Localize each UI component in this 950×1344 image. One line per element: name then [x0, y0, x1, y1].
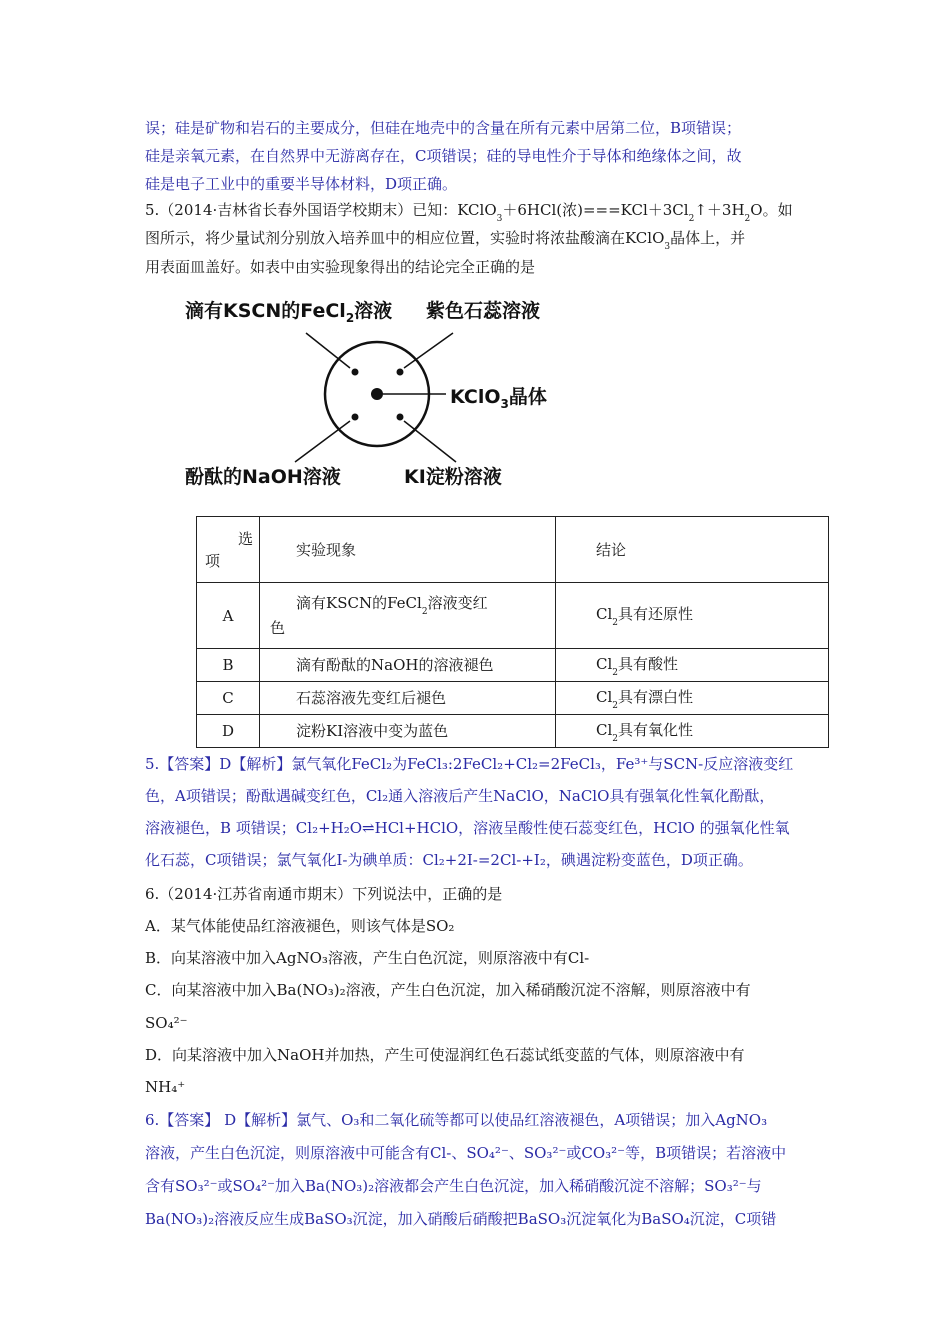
text: ＋6HCl(浓)===KCl＋3Cl	[502, 201, 689, 219]
pointer-line	[306, 333, 350, 368]
text: 图所示，将少量试剂分别放入培养皿中的相应位置，实验时将浓盐酸滴在KClO	[145, 229, 665, 247]
text: 5.（2014·吉林省长春外国语学校期末）已知：KClO	[145, 201, 497, 219]
answer-5-line: 溶液褪色，B 项错误；Cl₂+H₂O⇌HCl+HClO，溶液呈酸性使石蕊变红色，HClO 的强氧化性氧	[145, 819, 790, 837]
phenomenon-cell	[260, 583, 556, 649]
answer-5-line: 色，A项错误；酚酞遇碱变红色，Cl₂通入溶液后产生NaClO，NaClO具有强氧化性氧化酚酞，	[145, 787, 775, 805]
table-header-row	[197, 517, 829, 583]
option-c: C．向某溶液中加入Ba(NO₃)₂溶液，产生白色沉淀，加入稀硝酸沉淀不溶解，则原溶液中有	[145, 981, 751, 999]
pointer-line	[404, 421, 456, 462]
option-d-cont: NH₄⁺	[145, 1078, 186, 1096]
header-phenomenon: 实验现象	[260, 517, 556, 583]
text: 滴有KSCN的FeCl	[185, 300, 346, 322]
text: 具有漂白性	[618, 687, 694, 706]
header-conclusion: 结论	[556, 517, 829, 583]
label-ki-starch: KI淀粉溶液	[404, 466, 502, 488]
question-5-line	[145, 228, 745, 250]
text: 具有氧化性	[618, 720, 694, 739]
text: 具有还原性	[618, 605, 694, 623]
option-a: A．某气体能使品红溶液褪色，则该气体是SO₂	[145, 917, 455, 935]
text: 晶体上，并	[670, 229, 746, 247]
text: 项	[205, 551, 221, 570]
answer-5-line: 化石蕊，C项错误；氯气氧化I-为碘单质：Cl₂+2I-=2Cl-+I₂，碘遇淀粉变蓝色，D项正确。	[145, 851, 753, 869]
subscript: 2	[612, 667, 619, 678]
phenomenon-cell: 石蕊溶液先变红后褪色	[260, 682, 556, 715]
question-5-line	[145, 200, 793, 222]
question-5-line: 用表面皿盖好。如表中由实验现象得出的结论完全正确的是	[145, 258, 536, 276]
text: KClO	[450, 386, 501, 408]
text: 晶体	[508, 386, 547, 408]
subscript: 3	[664, 242, 671, 252]
dot-top-left	[352, 369, 359, 376]
text: 滴有KSCN的FeCl	[296, 594, 422, 612]
label-litmus: 紫色石蕊溶液	[426, 300, 541, 322]
subscript: 2	[612, 618, 619, 628]
conclusion-cell	[556, 583, 829, 649]
answer-6-line: 含有SO₃²⁻或SO₄²⁻加入Ba(NO₃)₂溶液都会产生白色沉淀，加入稀硝酸沉淀不溶解；SO₃²⁻与	[145, 1177, 762, 1195]
dot-top-right	[397, 369, 404, 376]
subscript: 2	[688, 214, 695, 224]
dot-bottom-right	[397, 414, 404, 421]
text: 具有酸性	[618, 654, 679, 673]
table-row	[197, 682, 829, 715]
option-d: D．向某溶液中加入NaOH并加热，产生可使湿润红色石蕊试纸变蓝的气体，则原溶液中有	[145, 1046, 745, 1064]
option-b: B．向某溶液中加入AgNO₃溶液，产生白色沉淀，则原溶液中有Cl-	[145, 949, 590, 967]
text: 色	[270, 619, 286, 637]
question-6-stem: 6.（2014·江苏省南通市期末）下列说法中，正确的是	[145, 885, 503, 903]
table-row	[197, 649, 829, 682]
text: Cl	[596, 687, 613, 706]
option-label: B	[197, 649, 260, 682]
label-phenolphthalein-naoh: 酚酞的NaOH溶液	[185, 466, 341, 488]
option-label: D	[197, 715, 260, 748]
table-row	[197, 583, 829, 649]
table-row	[197, 715, 829, 748]
subscript: 2	[421, 607, 428, 617]
answer-6-line: 溶液，产生白色沉淀，则原溶液中可能含有Cl-、SO₄²⁻、SO₃²⁻或CO₃²⁻等，B项错误；若溶液中	[145, 1144, 787, 1162]
pointer-line	[295, 421, 350, 462]
pointer-line	[404, 333, 453, 368]
paragraph-line: 硅是亲氧元素，在自然界中无游离存在，C项错误；硅的导电性介于导体和绝缘体之间，故	[145, 147, 742, 165]
label-kclo3	[450, 382, 547, 409]
option-c-cont: SO₄²⁻	[145, 1014, 188, 1032]
petri-dish-diagram	[150, 290, 590, 500]
phenomenon-cell: 滴有酚酞的NaOH的溶液褪色	[260, 649, 556, 682]
option-label: A	[197, 583, 260, 649]
text: 溶液变红	[427, 594, 488, 612]
text: Cl	[596, 605, 613, 623]
text: Cl	[596, 720, 613, 739]
subscript: 2	[345, 311, 355, 325]
subscript: 2	[612, 733, 619, 744]
subscript: 2	[744, 214, 751, 224]
conclusion-cell	[556, 649, 829, 682]
options-table	[196, 516, 829, 748]
text: O。如	[750, 201, 793, 219]
answer-6-line: 6.【答案】 D【解析】氯气、O₃和二氧化硫等都可以使品红溶液褪色，A项错误；加入AgNO₃	[145, 1111, 768, 1129]
header-option	[197, 517, 260, 583]
phenomenon-cell: 淀粉KI溶液中变为蓝色	[260, 715, 556, 748]
conclusion-cell	[556, 682, 829, 715]
text: 溶液	[354, 300, 393, 322]
paragraph-line: 硅是电子工业中的重要半导体材料，D项正确。	[145, 175, 458, 193]
answer-6-line: Ba(NO₃)₂溶液反应生成BaSO₃沉淀，加入硝酸后硝酸把BaSO₃沉淀氧化为BaSO₄沉淀，C项错	[145, 1210, 777, 1228]
center-dot	[371, 388, 383, 400]
conclusion-cell	[556, 715, 829, 748]
dot-bottom-left	[352, 414, 359, 421]
subscript: 3	[500, 397, 509, 411]
paragraph-line: 误；硅是矿物和岩石的主要成分，但硅在地壳中的含量在所有元素中居第二位，B项错误；	[145, 119, 742, 137]
text: Cl	[596, 654, 613, 673]
text: 选	[237, 529, 253, 548]
answer-5-line: 5.【答案】D【解析】氯气氧化FeCl₂为FeCl₃:2FeCl₂+Cl₂=2FeCl₃，Fe³⁺与SCN-反应溶液变红	[145, 755, 794, 773]
option-label: C	[197, 682, 260, 715]
text: ↑＋3H	[694, 201, 745, 219]
label-fecl2-kscn	[185, 296, 392, 323]
subscript: 2	[612, 700, 619, 711]
subscript: 3	[496, 214, 503, 224]
